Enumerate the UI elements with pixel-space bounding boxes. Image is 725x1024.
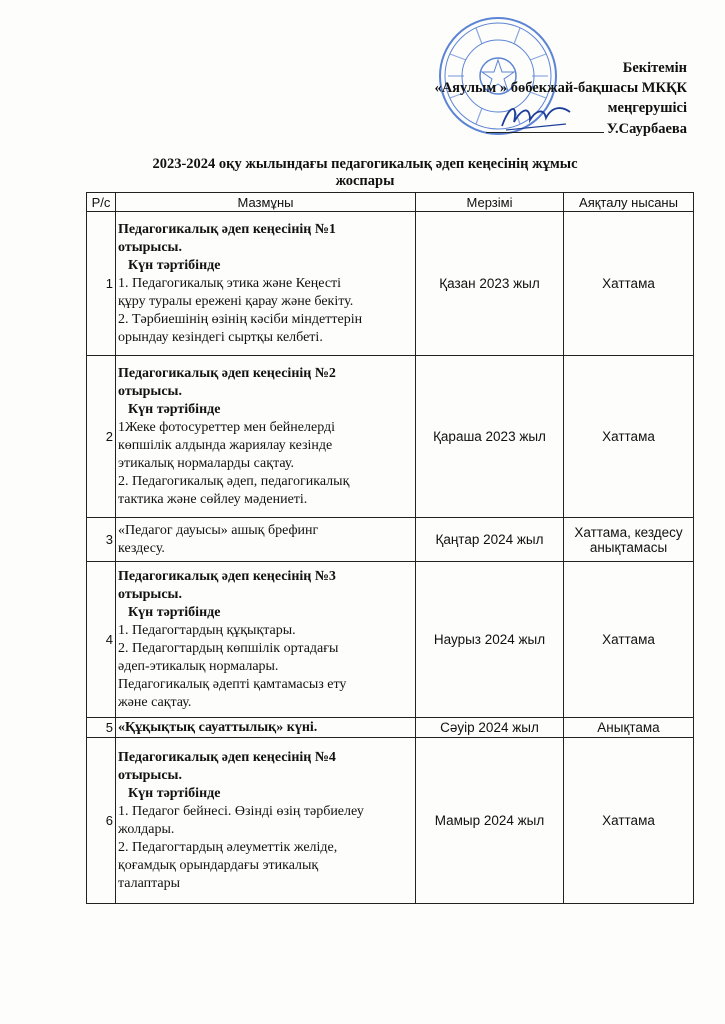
document-title (150, 156, 580, 190)
row-period: Сәуір 2024 жыл (416, 718, 564, 738)
header-number: Р/с (87, 193, 116, 212)
meeting-title: Педагогикалық әдеп кеңесінің №1 (118, 221, 336, 237)
agenda-item: тактика және сөйлеу мәдениеті. (118, 491, 308, 507)
agenda-item: әдеп-этикалық нормалары. (118, 658, 279, 674)
approval-name: У.Саурбаева (606, 121, 687, 137)
header-period: Мерзімі (416, 193, 564, 212)
table-header-row (87, 193, 694, 212)
row-content (116, 562, 416, 718)
row-content (116, 738, 416, 904)
agenda-item: қоғамдық орындардағы этикалық (118, 857, 319, 873)
meeting-title: отырысы. (118, 767, 182, 783)
meeting-title: отырысы. (118, 239, 182, 255)
agenda-item: талаптары (118, 875, 181, 891)
row-number: 3 (87, 518, 116, 562)
agenda-label: Күн тәртібінде (128, 604, 221, 620)
agenda-item: құру туралы ережені қарау және бекіту. (118, 293, 354, 309)
row-period: Қаңтар 2024 жыл (416, 518, 564, 562)
row-form: Хаттама (564, 562, 694, 718)
agenda-item: этикалық нормаларды сақтау. (118, 455, 294, 471)
agenda-item: 1. Педагогикалық этика және Кеңесті (118, 275, 342, 291)
table-row (87, 562, 694, 718)
row-content (116, 212, 416, 356)
approval-organization: «Аяулым » бөбекжай-бақшасы МКҚК (434, 80, 687, 96)
approval-signatory (434, 118, 687, 139)
agenda-item: 1. Педагог бейнесі. Өзінді өзің тәрбиелеу (118, 803, 364, 819)
title-line-1: 2023-2024 оқу жылындағы педагогикалық әдеп кеңесінің жұмыс (152, 156, 578, 172)
table-row (87, 718, 694, 738)
event-text: «Құқықтық сауаттылық» күні. (116, 718, 416, 738)
agenda-item: 2. Педагогикалық әдеп, педагогикалық (118, 473, 350, 489)
row-number: 4 (87, 562, 116, 718)
row-period: Қараша 2023 жыл (416, 356, 564, 518)
agenda-item: және сақтау. (118, 694, 192, 710)
row-number: 5 (87, 718, 116, 738)
event-text: «Педагог дауысы» ашық брефинг (118, 522, 319, 538)
agenda-item: көпшілік алдында жариялау кезінде (118, 437, 333, 453)
agenda-label: Күн тәртібінде (128, 257, 221, 273)
event-text: кездесу. (118, 540, 165, 556)
agenda-item: 1Жеке фотосуреттер мен бейнелерді (118, 419, 336, 435)
agenda-label: Күн тәртібінде (128, 785, 221, 801)
row-content (116, 356, 416, 518)
table-row (87, 212, 694, 356)
meeting-title: Педагогикалық әдеп кеңесінің №2 (118, 365, 336, 381)
table-row (87, 356, 694, 518)
row-form: Хаттама, кездесу анықтамасы (564, 518, 694, 562)
row-number: 6 (87, 738, 116, 904)
row-number: 1 (87, 212, 116, 356)
row-form: Хаттама (564, 356, 694, 518)
row-period: Наурыз 2024 жыл (416, 562, 564, 718)
header-form: Аяқталу нысаны (564, 193, 694, 212)
row-number: 2 (87, 356, 116, 518)
approval-position: меңгерушісі (607, 100, 687, 116)
agenda-item: 1. Педагогтардың құқықтары. (118, 622, 296, 638)
row-period: Қазан 2023 жыл (416, 212, 564, 356)
meeting-title: Педагогикалық әдеп кеңесінің №3 (118, 568, 336, 584)
row-form: Анықтама (564, 718, 694, 738)
table-row (87, 738, 694, 904)
table-row (87, 518, 694, 562)
agenda-item: 2. Педагогтардың әлеуметтік желіде, (118, 839, 338, 855)
agenda-item: 2. Педагогтардың көпшілік ортадағы (118, 640, 339, 656)
agenda-label: Күн тәртібінде (128, 401, 221, 417)
row-form: Хаттама (564, 212, 694, 356)
agenda-item: Педагогикалық әдепті қамтамасыз ету (118, 676, 347, 692)
approval-heading: Бекітемін (622, 60, 687, 76)
header-content: Мазмұны (116, 193, 416, 212)
meeting-title: Педагогикалық әдеп кеңесінің №4 (118, 749, 336, 765)
agenda-item: 2. Тәрбиешінің өзінің кәсіби міндеттерін (118, 311, 363, 327)
approval-block (434, 58, 687, 139)
agenda-item: жолдары. (118, 821, 175, 837)
signature-line (486, 118, 604, 133)
title-line-2: жоспары (335, 173, 395, 189)
row-form: Хаттама (564, 738, 694, 904)
plan-table (86, 192, 694, 904)
meeting-title: отырысы. (118, 383, 182, 399)
row-period: Мамыр 2024 жыл (416, 738, 564, 904)
meeting-title: отырысы. (118, 586, 182, 602)
row-content (116, 518, 416, 562)
agenda-item: орындау кезіндегі сыртқы келбеті. (118, 329, 323, 345)
